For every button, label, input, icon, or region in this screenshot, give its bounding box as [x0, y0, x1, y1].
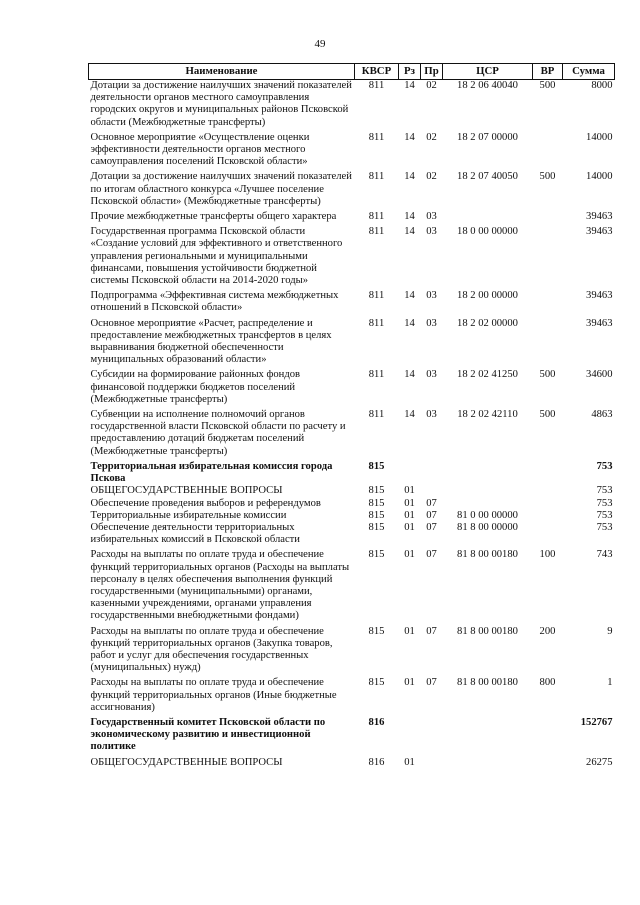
cell-csr: 18 2 02 42110	[457, 409, 518, 421]
cell-pr	[421, 714, 443, 754]
cell-kvsr: 811	[368, 369, 385, 381]
cell-kvsr: 811	[368, 226, 385, 238]
cell-vr	[533, 208, 563, 223]
cell-vr: 200	[539, 625, 556, 637]
cell-pr: 03	[426, 226, 437, 238]
cell-pr: 07	[426, 521, 437, 533]
cell-kvsr: 811	[368, 80, 385, 91]
cell-csr: 81 8 00 00180	[457, 549, 518, 561]
cell-pr: 07	[426, 625, 437, 637]
cell-vr	[533, 498, 563, 510]
cell-rz: 01	[404, 756, 415, 768]
cell-rz: 14	[404, 317, 415, 329]
cell-rz: 14	[404, 290, 415, 302]
cell-kvsr: 815	[368, 677, 385, 689]
cell-csr: 18 2 02 00000	[457, 317, 518, 329]
cell-kvsr: 811	[368, 171, 385, 183]
cell-kvsr: 815	[368, 497, 385, 509]
cell-csr: 18 2 07 40050	[457, 171, 518, 183]
cell-pr: 07	[426, 549, 437, 561]
table-header-row	[89, 64, 615, 80]
cell-vr	[533, 223, 563, 287]
cell-name: Государственный комитет Псковской области по экономическому развитию и инвестиционной политике	[90, 716, 326, 753]
table-row	[89, 498, 615, 510]
cell-vr: 500	[539, 80, 556, 91]
cell-vr	[533, 315, 563, 367]
cell-rz: 14	[404, 80, 415, 91]
cell-kvsr: 811	[368, 409, 385, 421]
cell-vr: 500	[539, 171, 556, 183]
cell-vr	[533, 522, 563, 546]
cell-kvsr: 815	[368, 509, 385, 521]
cell-kvsr: 815	[368, 549, 385, 561]
table-row	[89, 208, 615, 223]
table-row	[89, 623, 615, 675]
cell-csr: 18 2 07 00000	[457, 131, 518, 143]
cell-rz: 01	[404, 625, 415, 637]
cell-sum: 8000	[591, 80, 613, 91]
cell-rz: 01	[404, 521, 415, 533]
cell-pr: 03	[426, 317, 437, 329]
cell-rz: 14	[404, 171, 415, 183]
cell-csr: 81 8 00 00180	[457, 625, 518, 637]
cell-vr	[533, 510, 563, 522]
cell-name: Подпрограмма «Эффективная система межбюджетных отношений в Псковской области»	[90, 290, 339, 314]
cell-pr: 07	[426, 677, 437, 689]
cell-vr	[533, 458, 563, 485]
cell-sum: 4863	[591, 409, 613, 421]
cell-csr	[443, 498, 533, 510]
cell-name: Субсидии на формирование районных фондов финансовой поддержки бюджетов поселений (Межбюджетные трансферты)	[90, 369, 301, 405]
cell-name: Основное мероприятие «Осуществление оценки эффективности деятельности органов местного самоуправления поселений Псковской области»	[90, 131, 310, 168]
cell-csr	[443, 485, 533, 497]
header-kvsr: КВСР	[355, 64, 399, 80]
cell-rz: 14	[404, 409, 415, 421]
cell-csr: 18 2 00 00000	[457, 290, 518, 302]
cell-vr: 500	[539, 369, 556, 381]
cell-rz: 14	[404, 131, 415, 143]
cell-pr: 07	[426, 509, 437, 521]
cell-pr: 03	[426, 369, 437, 381]
cell-kvsr: 815	[368, 625, 385, 637]
header-sum: Сумма	[563, 64, 615, 80]
cell-sum: 9	[607, 625, 613, 637]
cell-name: Расходы на выплаты по оплате труда и обеспечение функций территориальных органов (Расходы на выплаты персоналу в целях обеспечения выполнения функций государственными (муниципальными) органами, казенными учреждениями, органами управления государственными внебюджетными фондами)	[90, 549, 350, 622]
cell-name: Дотации за достижение наилучших значений показателей деятельности органов местного самоуправления городских округов и муниципальных районов Псковской области (Межбюджетные трансферты)	[90, 80, 352, 128]
cell-csr	[443, 458, 533, 485]
cell-kvsr: 815	[368, 485, 385, 497]
cell-sum: 39463	[586, 290, 613, 302]
cell-name: Дотации за достижение наилучших значений показателей по итогам областного конкурса «Лучшее поселение Псковской области» (Межбюджетные трансферты)	[90, 171, 352, 207]
cell-name: Расходы на выплаты по оплате труда и обеспечение функций территориальных органов (Иные бюджетные ассигнования)	[90, 677, 337, 713]
cell-name: Расходы на выплаты по оплате труда и обеспечение функций территориальных органов (Закупка товаров, работ и услуг для обеспечения государственных (муниципальных) нужд)	[90, 625, 333, 674]
table-row	[89, 754, 615, 769]
cell-rz: 14	[404, 226, 415, 238]
cell-vr	[533, 287, 563, 314]
table-row	[89, 315, 615, 367]
cell-pr: 03	[426, 409, 437, 421]
table-row	[89, 168, 615, 208]
cell-sum: 753	[596, 460, 613, 472]
cell-name: ОБЩЕГОСУДАРСТВЕННЫЕ ВОПРОСЫ	[90, 485, 283, 497]
table-row	[89, 80, 615, 129]
cell-csr: 18 0 00 00000	[457, 226, 518, 238]
cell-sum: 26275	[586, 756, 613, 768]
cell-name: Обеспечение проведения выборов и референдумов	[90, 497, 321, 509]
cell-name: Территориальные избирательные комиссии	[90, 509, 287, 521]
cell-kvsr: 811	[368, 211, 385, 223]
cell-name: Территориальная избирательная комиссия города Пскова	[90, 460, 333, 485]
cell-sum: 14000	[586, 131, 613, 143]
cell-pr	[421, 458, 443, 485]
table-row	[89, 674, 615, 714]
cell-vr	[533, 129, 563, 169]
cell-sum: 39463	[586, 317, 613, 329]
table-row	[89, 366, 615, 406]
cell-name: Государственная программа Псковской области «Создание условий для эффективного и ответственного управления региональными и муниципальными финансами, повышения устойчивости бюджетной системы Псковской области на 2014-2020 годы»	[90, 226, 343, 287]
cell-sum: 152767	[580, 716, 613, 728]
cell-sum: 753	[596, 521, 613, 533]
cell-rz: 01	[404, 677, 415, 689]
cell-name: Субвенции на исполнение полномочий органов государственной власти Псковской области по расчету и предоставлению дотаций бюджетам поселений (Межбюджетные трансферты)	[90, 409, 346, 457]
cell-pr	[421, 754, 443, 769]
cell-name: ОБЩЕГОСУДАРСТВЕННЫЕ ВОПРОСЫ	[90, 756, 283, 768]
table-row	[89, 546, 615, 622]
cell-pr: 07	[426, 497, 437, 509]
cell-kvsr: 816	[368, 756, 385, 768]
cell-sum: 14000	[586, 171, 613, 183]
header-pr: Пр	[421, 64, 443, 80]
cell-kvsr: 811	[368, 317, 385, 329]
cell-vr: 800	[539, 677, 556, 689]
cell-name: Прочие межбюджетные трансферты общего характера	[90, 211, 337, 223]
cell-vr	[533, 714, 563, 754]
table-row	[89, 287, 615, 314]
cell-pr: 03	[426, 290, 437, 302]
cell-vr	[533, 754, 563, 769]
cell-csr: 18 2 02 41250	[457, 369, 518, 381]
table-row	[89, 129, 615, 169]
cell-rz: 01	[404, 485, 415, 497]
cell-csr: 81 8 00 00000	[457, 521, 518, 533]
cell-kvsr: 811	[368, 131, 385, 143]
cell-kvsr: 816	[368, 716, 385, 728]
cell-csr: 81 0 00 00000	[457, 509, 518, 521]
cell-kvsr: 815	[368, 460, 385, 472]
table-row	[89, 522, 615, 546]
cell-pr: 02	[426, 171, 437, 183]
header-csr: ЦСР	[443, 64, 533, 80]
cell-name: Основное мероприятие «Расчет, распределение и предоставление межбюджетных трансфертов в целях выравнивания бюджетной обеспеченности муниципальных образований области»	[90, 317, 332, 366]
cell-vr: 500	[539, 409, 556, 421]
table-row	[89, 458, 615, 485]
cell-kvsr: 811	[368, 290, 385, 302]
cell-name: Обеспечение деятельности территориальных избирательных комиссий в Псковской области	[90, 521, 300, 546]
cell-sum: 753	[596, 485, 613, 497]
table-row	[89, 714, 615, 754]
cell-vr	[533, 485, 563, 497]
cell-pr: 02	[426, 131, 437, 143]
cell-csr: 81 8 00 00180	[457, 677, 518, 689]
cell-sum: 743	[596, 549, 613, 561]
budget-table	[88, 63, 615, 769]
page-number: 49	[314, 38, 326, 50]
cell-rz	[399, 714, 421, 754]
cell-csr	[443, 714, 533, 754]
cell-sum: 753	[596, 509, 613, 521]
cell-sum: 39463	[586, 211, 613, 223]
cell-pr	[421, 485, 443, 497]
cell-sum: 1	[607, 677, 613, 689]
table-row	[89, 510, 615, 522]
cell-csr	[443, 754, 533, 769]
cell-pr: 03	[426, 211, 437, 223]
cell-csr	[443, 208, 533, 223]
cell-rz: 01	[404, 497, 415, 509]
table-row	[89, 406, 615, 458]
table-row	[89, 485, 615, 497]
cell-rz: 14	[404, 369, 415, 381]
cell-rz	[399, 458, 421, 485]
cell-sum: 39463	[586, 226, 613, 238]
header-name: Наименование	[89, 64, 355, 80]
cell-vr: 100	[539, 549, 556, 561]
cell-rz: 01	[404, 549, 415, 561]
header-vr: ВР	[533, 64, 563, 80]
cell-pr: 02	[426, 80, 437, 91]
cell-rz: 01	[404, 509, 415, 521]
header-rz: Рз	[399, 64, 421, 80]
cell-kvsr: 815	[368, 521, 385, 533]
cell-rz: 14	[404, 211, 415, 223]
cell-csr: 18 2 06 40040	[457, 80, 518, 91]
cell-sum: 753	[596, 497, 613, 509]
table-row	[89, 223, 615, 287]
cell-sum: 34600	[586, 369, 613, 381]
